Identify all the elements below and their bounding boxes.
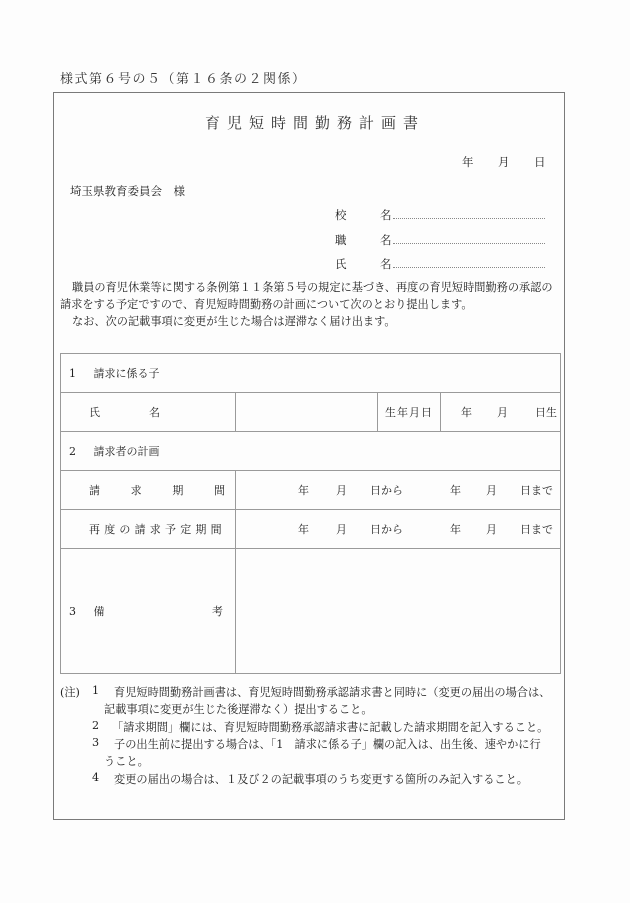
planned-period-row — [61, 510, 561, 549]
request-period-label-char: 期 — [172, 484, 184, 497]
remarks-label-a: 備 — [93, 605, 105, 618]
note-1-line-1: 育児短時間勤務計画書は、育児短時間勤務承認請求書と同時に（変更の届出の場合は、 — [114, 686, 551, 699]
child-name-label-b: 名 — [149, 406, 160, 419]
remarks-row — [61, 549, 561, 674]
form-number: 様式第６号の５（第１６条の２関係） — [60, 72, 307, 87]
planned-from-day: 日から — [370, 523, 403, 536]
request-period-row — [61, 471, 561, 510]
request-to-year: 年 — [450, 484, 461, 497]
section-3-number: 3 — [69, 605, 76, 618]
child-row — [61, 393, 561, 432]
intro-line-3: なお、次の記載事項に変更が生じた場合は遅滞なく届け出ます。 — [72, 315, 396, 328]
addressee: 埼玉県教育委員会 様 — [70, 184, 185, 198]
position-name-field[interactable] — [393, 243, 545, 244]
section-1-row — [61, 354, 561, 393]
note-2-line-1: 「請求期間」欄には、育児短時間勤務承認請求書に記載した請求期間を記入すること。 — [112, 721, 549, 734]
position-label: 職 — [335, 233, 347, 247]
intro-line-1: 職員の育児休業等に関する条例第１１条第５号の規定に基づき、再度の育児短時間勤務の承認の — [72, 281, 553, 294]
planned-to-year: 年 — [450, 523, 461, 536]
request-period-field[interactable] — [236, 471, 561, 510]
date-month-label: 月 — [498, 155, 510, 169]
planned-from-month: 月 — [336, 523, 347, 536]
applicant-name-label: 氏 — [335, 257, 347, 271]
planned-to-month: 月 — [486, 523, 497, 536]
request-period-label-cell — [61, 471, 236, 510]
document-title: 育児短時間勤務計画書 — [204, 114, 425, 132]
section-2-number: 2 — [69, 445, 76, 458]
plan-table — [60, 353, 561, 674]
request-period-label-char: 求 — [130, 484, 142, 497]
school-name-suffix: 名 — [380, 208, 392, 222]
request-period-label-char: 請 — [89, 484, 100, 497]
school-label: 校 — [335, 208, 347, 222]
birthdate-year: 年 — [461, 406, 472, 419]
planned-period-label-cell — [61, 510, 236, 549]
section-1-number: 1 — [69, 367, 76, 380]
birthdate-month: 月 — [497, 406, 508, 419]
child-name-label-cell — [61, 393, 236, 432]
planned-period-label: 再度の請求予定期間 — [89, 523, 226, 536]
note-3-line-2: うこと。 — [104, 755, 149, 768]
birthdate-field[interactable] — [441, 393, 561, 432]
request-from-year: 年 — [298, 484, 309, 497]
child-name-field[interactable] — [236, 393, 378, 432]
remarks-label-b: 考 — [212, 605, 223, 618]
birthdate-day: 日生 — [535, 406, 557, 419]
intro-line-2: 請求をする予定ですので、育児短時間勤務の計画について次のとおり提出します。 — [60, 298, 473, 311]
position-name-suffix: 名 — [380, 233, 392, 247]
request-to-month: 月 — [486, 484, 497, 497]
note-3-number: 3 — [92, 736, 100, 749]
request-from-month: 月 — [336, 484, 347, 497]
section-1-header — [61, 354, 561, 393]
school-name-field[interactable] — [393, 218, 545, 219]
notes-prefix: (注) — [60, 686, 80, 699]
note-4-line-1: 変更の届出の場合は、１及び２の記載事項のうち変更する箇所のみ記入すること。 — [114, 773, 528, 786]
note-4-number: 4 — [92, 771, 100, 784]
birthdate-label: 生年月日 — [378, 393, 441, 432]
request-to-day: 日まで — [520, 484, 553, 497]
section-2-label: 請求者の計画 — [93, 445, 160, 458]
remarks-label-cell — [61, 549, 236, 674]
applicant-name-field[interactable] — [393, 267, 545, 268]
note-1-line-2: 記載事項に変更が生じた後遅滞なく）提出すること。 — [104, 703, 373, 716]
remarks-field[interactable] — [236, 549, 561, 674]
request-period-label-char: 間 — [213, 484, 225, 497]
child-name-label-a: 氏 — [89, 406, 100, 419]
note-1-number: 1 — [92, 684, 100, 697]
planned-to-day: 日まで — [520, 523, 553, 536]
section-2-header — [61, 432, 561, 471]
section-2-row — [61, 432, 561, 471]
planned-from-year: 年 — [298, 523, 309, 536]
note-2-number: 2 — [92, 719, 100, 732]
planned-period-field[interactable] — [236, 510, 561, 549]
date-day-label: 日 — [534, 155, 546, 169]
note-3-line-1: 子の出生前に提出する場合は、「1 請求に係る子」欄の記入は、出生後、速やかに行 — [114, 738, 541, 751]
request-from-day: 日から — [370, 484, 403, 497]
applicant-name-suffix: 名 — [380, 257, 392, 271]
date-year-label: 年 — [462, 155, 474, 169]
section-1-label: 請求に係る子 — [93, 367, 160, 380]
